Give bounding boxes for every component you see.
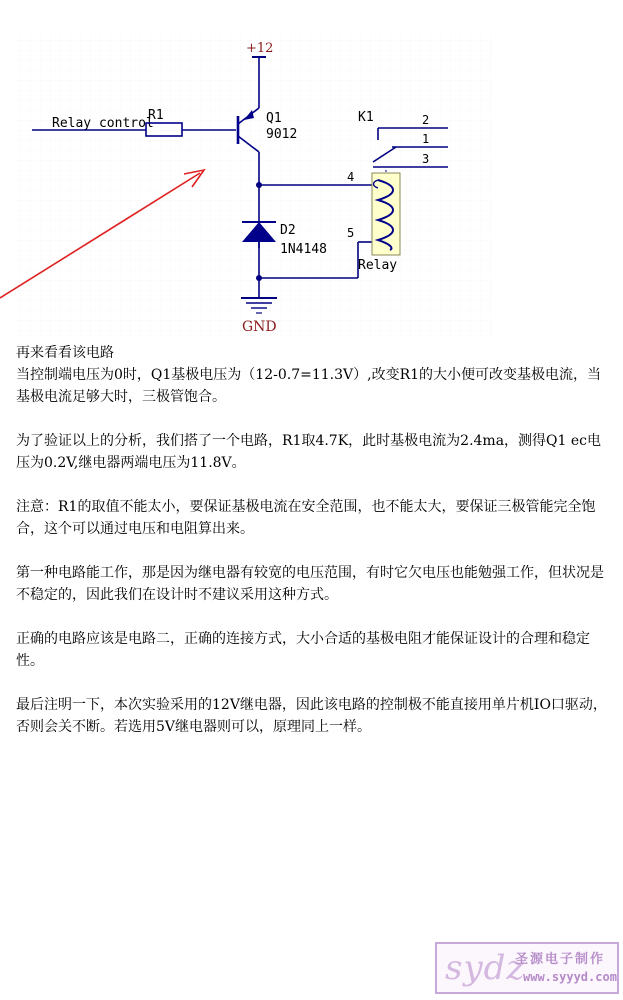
watermark-url: www.syyyd.com — [523, 970, 617, 984]
input-net-label: Relay_control — [52, 116, 154, 131]
circuit-schematic — [0, 30, 623, 340]
svg-text:GND: GND — [242, 319, 277, 335]
svg-text:3: 3 — [422, 152, 430, 166]
paragraph-analysis: 当控制端电压为0时，Q1基极电压为（12-0.7=11.3V）,改变R1的大小便可改变基极电流，当基极电流足够大时，三极管饱合。 — [16, 367, 602, 405]
pin-5-label: 5 — [347, 226, 355, 240]
schematic-grid — [14, 32, 494, 340]
svg-text:D2: D2 — [280, 223, 296, 238]
svg-text:1N4148: 1N4148 — [280, 242, 327, 257]
watermark-logo-text: sydz — [445, 948, 526, 988]
article-text — [16, 342, 612, 760]
svg-text:Relay: Relay — [358, 258, 398, 273]
paragraph-correct-circuit: 正确的电路应该是电路二，正确的连接方式，大小合适的基极电阻才能保证设计的合理和稳定性。 — [16, 631, 590, 669]
paragraph-note: 注意：R1的取值不能太小，要保证基极电流在安全范围，也不能太大，要保证三极管能完全饱合，这个可以通过电压和电阻算出来。 — [16, 499, 596, 537]
svg-text:Q1: Q1 — [266, 111, 282, 126]
watermark-logo — [435, 942, 619, 994]
svg-text:R1: R1 — [148, 108, 164, 123]
svg-text:9012: 9012 — [266, 127, 298, 142]
watermark-site-name: 圣源电子制作 — [515, 952, 606, 967]
paragraph-first-circuit: 第一种电路能工作，那是因为继电器有较宽的电压范围，有时它欠电压也能勉强工作，但状况是不稳定的，因此我们在设计时不建议采用这种方式。 — [16, 565, 604, 603]
paragraph-heading: 再来看看该电路 — [16, 345, 114, 361]
svg-text:2: 2 — [422, 113, 430, 127]
svg-text:K1: K1 — [358, 110, 374, 125]
paragraph-verification: 为了验证以上的分析，我们搭了一个电路，R1取4.7K，此时基极电流为2.4ma，测得Q1 ec电压为0.2V,继电器两端电压为11.8V。 — [16, 433, 602, 471]
svg-text:+12: +12 — [246, 41, 274, 56]
svg-text:1: 1 — [422, 132, 430, 146]
pin-4-label: 4 — [347, 170, 355, 184]
paragraph-final-note: 最后注明一下，本次实验采用的12V继电器，因此该电路的控制极不能直接用单片机IO口驱动，否则会关不断。若选用5V继电器则可以，原理同上一样。 — [16, 697, 607, 735]
